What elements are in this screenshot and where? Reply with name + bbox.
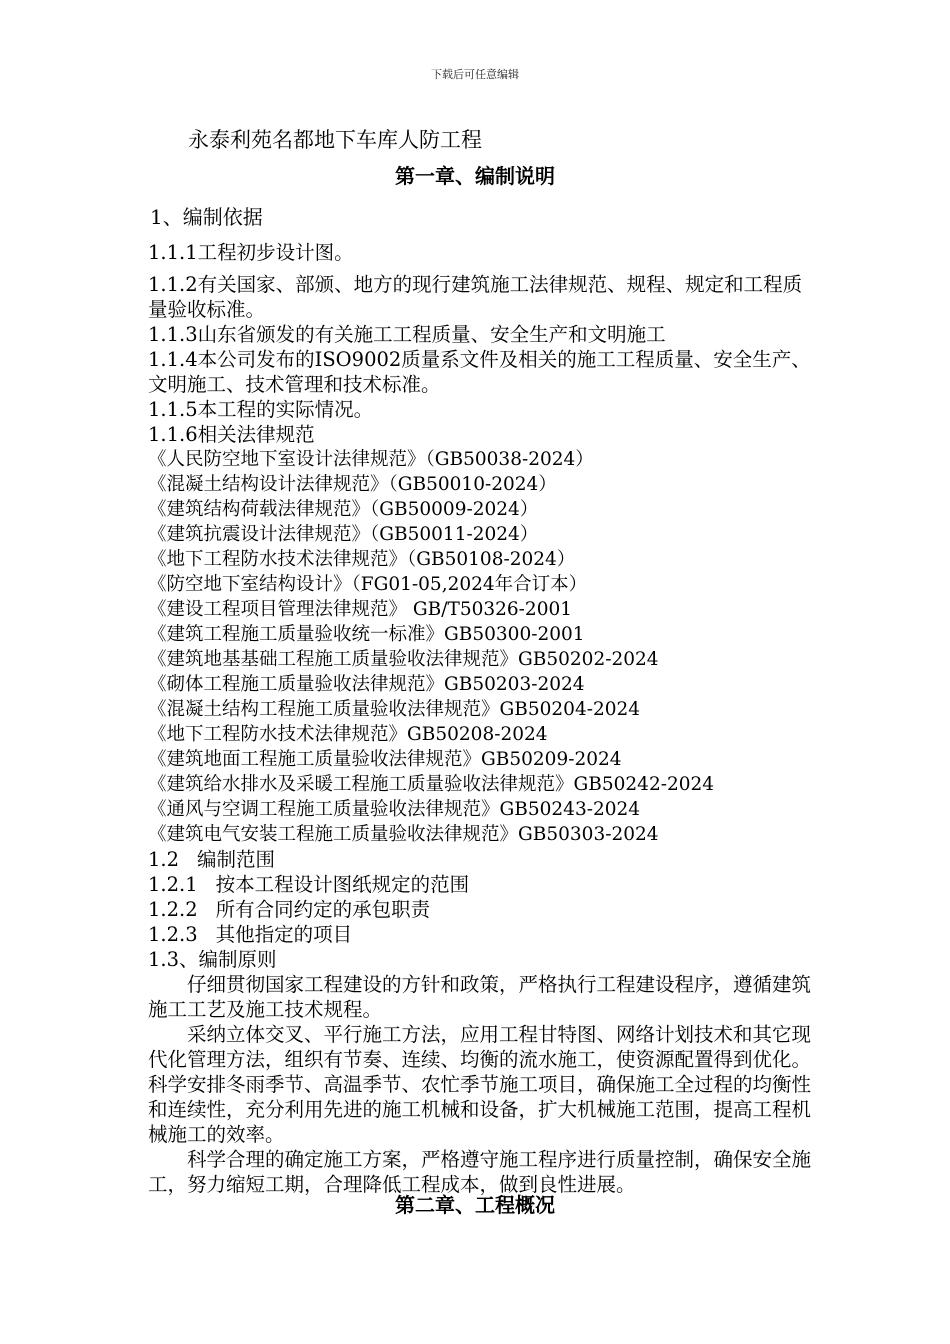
principle-paragraph: 采纳立体交叉、平行施工方法，应用工程甘特图、网络计划技术和其它现代化管理方法，组织有节奏、连续、均衡的流水施工，使资源配置得到优化。科学安排冬雨季节、高温季节、农忙季节施工项目，确保施工全过程的均衡性和连续性，充分利用先进的施工机械和设备，扩大机械施工范围，提高工程机械施工的效率。 bbox=[148, 1023, 812, 1146]
scope-item bbox=[148, 897, 818, 922]
basis-item: 1.1.2有关国家、部颁、地方的现行建筑施工法律规范、规程、规定和工程质量验收标准。 bbox=[148, 273, 803, 321]
reference-item: 《建筑抗震设计法律规范》（GB50011-2024） bbox=[148, 524, 539, 545]
reference-item: 《建设工程项目管理法律规范》 GB/T50326-2001 bbox=[148, 599, 573, 620]
basis-item: 1.1.3山东省颁发的有关施工工程质量、安全生产和文明施工 bbox=[148, 323, 666, 346]
reference-list bbox=[148, 447, 818, 847]
scope-text: 其他指定的项目 bbox=[215, 923, 353, 946]
reference-item: 《砌体工程施工质量验收法律规范》GB50203-2024 bbox=[148, 674, 585, 695]
scope-number: 1.2.1 bbox=[148, 873, 198, 896]
reference-item: 《建筑地基基础工程施工质量验收法律规范》GB50202-2024 bbox=[148, 649, 659, 670]
reference-item: 《建筑电气安装工程施工质量验收法律规范》GB50303-2024 bbox=[148, 824, 659, 845]
scope-number: 1.2 bbox=[148, 848, 180, 871]
basis-item: 1.1.1工程初步设计图。 bbox=[148, 241, 354, 264]
scope-text: 按本工程设计图纸规定的范围 bbox=[215, 873, 470, 896]
reference-item: 《混凝土结构设计法律规范》（GB50010-2024） bbox=[148, 474, 557, 495]
basis-item: 1.1.5本工程的实际情况。 bbox=[148, 398, 374, 421]
principle-heading: 1.3、编制原则 bbox=[148, 948, 277, 971]
scope-text: 编制范围 bbox=[197, 848, 276, 871]
scope-item bbox=[148, 872, 818, 897]
reference-item: 《建筑地面工程施工质量验收法律规范》GB50209-2024 bbox=[148, 749, 622, 770]
scope-number: 1.2.2 bbox=[148, 898, 198, 921]
scope-text: 所有合同约定的承包职责 bbox=[215, 898, 431, 921]
document-body bbox=[148, 240, 818, 1197]
principle-paragraph: 仔细贯彻国家工程建设的方针和政策，严格执行工程建设程序，遵循建筑施工工艺及施工技术规程。 bbox=[148, 973, 812, 1021]
section-1-heading: 1、编制依据 bbox=[150, 205, 263, 229]
reference-item: 《建筑给水排水及采暖工程施工质量验收法律规范》GB50242-2024 bbox=[148, 774, 715, 795]
reference-item: 《地下工程防水技术法律规范》（GB50108-2024） bbox=[148, 549, 576, 570]
basis-item: 1.1.6相关法律规范 bbox=[148, 423, 315, 446]
reference-item: 《通风与空调工程施工质量验收法律规范》GB50243-2024 bbox=[148, 799, 641, 820]
reference-item: 《防空地下室结构设计》（FG01-05,2024年合订本） bbox=[148, 574, 588, 595]
chapter-1-heading: 第一章、编制说明 bbox=[395, 164, 555, 188]
scope-item bbox=[148, 847, 818, 872]
scope-list bbox=[148, 847, 818, 947]
scope-number: 1.2.3 bbox=[148, 923, 198, 946]
basis-item: 1.1.4本公司发布的ISO9002质量系文件及相关的施工工程质量、安全生产、文明施工、技术管理和技术标准。 bbox=[148, 348, 811, 396]
reference-item: 《地下工程防水技术法律规范》GB50208-2024 bbox=[148, 724, 548, 745]
document-title: 永泰利苑名都地下车库人防工程 bbox=[188, 128, 482, 152]
reference-item: 《人民防空地下室设计法律规范》（GB50038-2024） bbox=[148, 449, 594, 470]
reference-item: 《建筑结构荷载法律规范》（GB50009-2024） bbox=[148, 499, 539, 520]
scope-item bbox=[148, 922, 818, 947]
reference-item: 《混凝土结构工程施工质量验收法律规范》GB50204-2024 bbox=[148, 699, 641, 720]
chapter-2-heading: 第二章、工程概况 bbox=[395, 1193, 555, 1217]
reference-item: 《建筑工程施工质量验收统一标准》GB50300-2001 bbox=[148, 624, 585, 645]
page-header-note: 下载后可任意编辑 bbox=[431, 68, 519, 81]
principle-paragraph: 科学合理的确定施工方案，严格遵守施工程序进行质量控制，确保安全施工，努力缩短工期，合理降低工程成本，做到良性进展。 bbox=[148, 1148, 812, 1196]
